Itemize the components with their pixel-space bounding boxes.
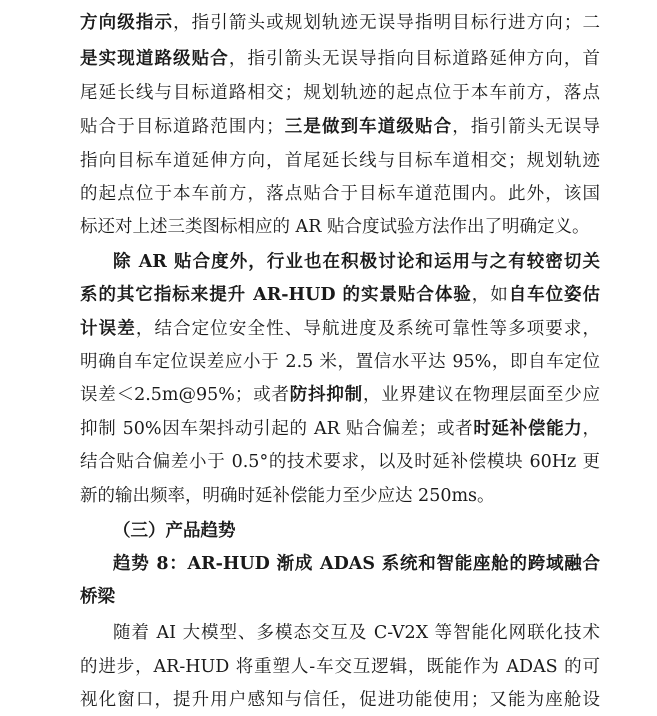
text-run: 误差＜2.5m@95%；或者 [80,385,290,405]
section-heading: （三）产品趋势 [113,521,236,541]
text-run: 抑制 50%因车架抖动引起的 AR 贴合偏差；或者 [80,419,474,439]
text-run: ，指引箭头或规划轨迹无误导指明目标行进方向；二 [173,13,601,33]
paragraph-2-line-8: 新的输出频率，明确时延补偿能力至少应达 250ms。 [80,486,495,506]
paragraph-1-line-4 [80,116,600,138]
bold-phrase-road-level: 是实现道路级贴合 [80,49,229,69]
trend-heading-line-2: 桥梁 [80,587,115,607]
paragraph-3-line-1: 随着 AI 大模型、多模态交互及 C-V2X 等智能化网联化技术 [113,623,600,643]
paragraph-1-line-3: 尾延长线与目标道路相交；规划轨迹的起点位于本车前方，落点 [80,83,600,103]
paragraph-2-line-5 [80,384,600,406]
paragraph-3-line-2: 的进步，AR-HUD 将重塑人-车交互逻辑，既能作为 ADAS 的可 [80,657,600,677]
text-run: ，如 [471,285,509,305]
paragraph-2-line-4: 明确自车定位误差应小于 2.5 米，置信水平达 95%，即自车定位 [80,352,600,372]
bold-phrase-pose-estimation: 自车位姿估 [508,285,601,305]
paragraph-1-line-7: 标还对上述三类图标相应的 AR 贴合度试验方法作出了明确定义。 [80,217,590,237]
paragraph-2-line-6 [80,418,600,440]
paragraph-1-line-1 [80,12,600,34]
text-run: ，指引箭头无误导指向目标道路延伸方向，首 [228,49,601,69]
trend-heading-line-1: 趋势 8：AR-HUD 渐成 ADAS 系统和智能座舱的跨域融合 [113,554,600,574]
bold-phrase-lane-level: 三是做到车道级贴合 [283,117,453,137]
paragraph-2-line-2 [80,284,600,306]
bold-phrase-error: 计误差 [80,319,136,339]
bold-phrase-anti-shake: 防抖抑制 [289,385,363,405]
paragraph-2-line-1: 除 AR 贴合度外，行业也在积极讨论和运用与之有较密切关 [113,252,600,272]
bold-phrase-latency-compensation: 时延补偿能力 [473,419,583,439]
text-run: ，结合定位安全性、导航进度及系统可靠性等多项要求， [135,319,601,339]
paragraph-2-line-3 [80,318,600,340]
text-run: ， [582,419,600,439]
paragraph-1-line-2 [80,48,600,70]
bold-phrase-other-metrics: 系的其它指标来提升 AR-HUD 的实景贴合体验 [80,285,472,305]
paragraph-2-line-7: 结合贴合偏差小于 0.5°的技术要求，以及时延补偿模块 60Hz 更 [80,452,600,472]
bold-phrase-direction-level: 方向级指示 [80,13,174,33]
paragraph-1-line-6: 的起点位于本车前方，落点贴合于目标车道范围内。此外，该国 [80,184,600,204]
text-run: 贴合于目标道路范围内； [80,117,284,137]
text-run: ，业界建议在物理层面至少应 [362,385,601,405]
paragraph-3-line-3: 视化窗口，提升用户感知与信任，促进功能使用；又能为座舱设 [80,690,600,710]
text-run: ，指引箭头无误导 [452,117,601,137]
paragraph-1-line-5: 指向目标车道延伸方向，首尾延长线与目标车道相交；规划轨迹 [80,151,600,171]
